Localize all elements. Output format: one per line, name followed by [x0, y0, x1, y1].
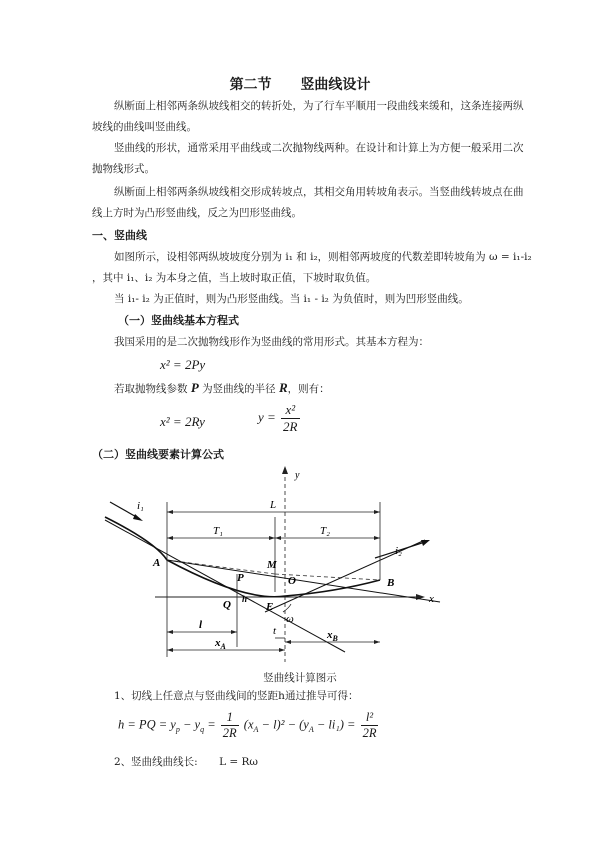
- text-fragment: ，则有：: [287, 383, 330, 395]
- equation-y: [258, 402, 302, 435]
- tangent-line: [167, 560, 440, 602]
- equation-lhs: y =: [258, 409, 276, 425]
- label-xA: $x_A$: [215, 637, 226, 651]
- label-x: x: [429, 593, 434, 605]
- label-B: B: [387, 577, 395, 589]
- omega-arc: [283, 604, 291, 612]
- fraction: [281, 402, 299, 435]
- dim-arrow: [167, 648, 173, 652]
- fraction-numerator: x²: [281, 402, 299, 419]
- section1-heading: 一、竖曲线: [92, 229, 147, 242]
- label-l: l: [199, 619, 203, 631]
- fraction-denominator: 2R: [362, 726, 377, 740]
- label-A: A: [153, 557, 161, 569]
- dim-arrow: [279, 648, 285, 652]
- sub1-heading: （一）竖曲线基本方程式: [118, 314, 239, 327]
- fraction-denominator: 2R: [222, 726, 237, 740]
- label-M: M: [267, 559, 277, 571]
- vertical-curve: [105, 517, 380, 597]
- label-i1: i₁: [137, 500, 144, 512]
- label-t: t: [273, 625, 277, 637]
- label-omega: ω: [286, 613, 294, 625]
- sub1-paragraph: 我国采用的是二次抛物线形作为竖曲线的常用形式。其基本方程为：: [114, 336, 429, 348]
- page-title: [0, 74, 600, 94]
- eq-fraction-2: [361, 710, 379, 741]
- intro-paragraph-1: 纵断面上相邻两条纵坡线相交的转折处，为了行车平顺用一段曲线来缓和，这条连接两纵坡线的曲线叫竖曲线。: [92, 100, 524, 133]
- section1-paragraph-2: 当 i₁- i₂ 为正值时，则为凸形竖曲线。当 i₁ - i₂ 为负值时，则为凹形竖曲线。: [114, 293, 469, 305]
- sub2-heading: （二）竖曲线要素计算公式: [92, 448, 224, 461]
- label-Q: Q: [223, 599, 231, 611]
- dim-arrow: [231, 630, 237, 634]
- section-name: 竖曲线设计: [300, 77, 371, 93]
- dim-arrow: [167, 510, 173, 514]
- vertical-curve-diagram: [95, 462, 495, 667]
- equation-basic: x² = 2Py: [160, 357, 206, 372]
- item2-equation: L = Rω: [219, 756, 258, 768]
- dim-arrow: [275, 536, 281, 540]
- label-L: L: [270, 499, 277, 511]
- intro-paragraph-3: 纵断面上相邻两条纵坡线相交形成转坡点，其相交角用转坡角表示。当竖曲线转坡点在曲线上方时为凸形竖曲线，反之为凹形竖曲线。: [92, 186, 524, 219]
- text-fragment: 若取抛物线参数: [114, 383, 188, 395]
- intro-paragraph-2: 竖曲线的形状，通常采用平曲线或二次抛物线两种。在设计和计算上为方便一般采用二次抛物线形式。: [92, 142, 524, 175]
- symbol-p: P: [190, 380, 199, 395]
- sub1-paragraph-2: [92, 378, 532, 400]
- fraction-denominator: 2R: [283, 419, 298, 434]
- dim-arrow: [374, 510, 380, 514]
- label-i2: i₂: [395, 545, 402, 557]
- eq-part: (x: [243, 717, 254, 732]
- symbol-r: R: [278, 380, 288, 395]
- diagram-caption: 竖曲线计算图示: [263, 672, 337, 684]
- eq-part: − li₁) =: [316, 717, 356, 732]
- formula-item-2: [92, 752, 532, 773]
- text-fragment: 为竖曲线的半径: [202, 383, 276, 395]
- item2-label: 2、竖曲线曲线长:: [114, 756, 198, 768]
- dim-arrow: [269, 536, 275, 540]
- equation-h: h = PQ = $y_p - y_q$ = $\frac{1}{2R}$ $(x_A - l)^2 - (y_A - li_1)$ = $\frac{\text{l²}}{2R}$: [118, 710, 377, 740]
- section-number: 第二节: [229, 77, 272, 93]
- label-T1: T₁: [213, 525, 223, 537]
- dim-arrow: [167, 536, 173, 540]
- eq-fraction-1: [221, 710, 239, 741]
- formula-item-1: 1、切线上任意点与竖曲线间的竖距h通过推导可得：: [114, 690, 359, 702]
- y-axis-arrow: [282, 466, 288, 474]
- label-P: P: [237, 572, 244, 584]
- label-E: E: [266, 601, 274, 613]
- label-T2: T₂: [320, 525, 330, 537]
- label-xB: $x_B$: [327, 629, 338, 643]
- section1-paragraph-1: 如图所示，设相邻两纵坡坡度分别为 i₁ 和 i₂，则相邻两坡度的代数差即转坡角为 ω = i₁-i₂ ，其中 i₁、i₂ 为本身之值，当上坡时取正值，下坡时取负值。: [92, 251, 532, 284]
- i2-arrowhead: [421, 540, 430, 546]
- dim-arrow: [374, 536, 380, 540]
- eq-part: − y: [182, 717, 201, 732]
- equation-radius: x² = 2Ry: [160, 414, 205, 429]
- label-h: h: [242, 594, 248, 604]
- i1-arrowhead: [133, 514, 143, 521]
- dim-arrow: [285, 640, 291, 644]
- dim-arrow: [374, 640, 380, 644]
- eq-part: h = PQ = y: [118, 717, 176, 732]
- dim-arrow: [167, 630, 173, 634]
- eq-part: − l)² − (y: [261, 717, 309, 732]
- fraction-numerator: 1: [221, 710, 239, 726]
- label-O: O: [288, 575, 296, 587]
- fraction-numerator: l²: [361, 710, 379, 726]
- label-y: y: [295, 470, 300, 481]
